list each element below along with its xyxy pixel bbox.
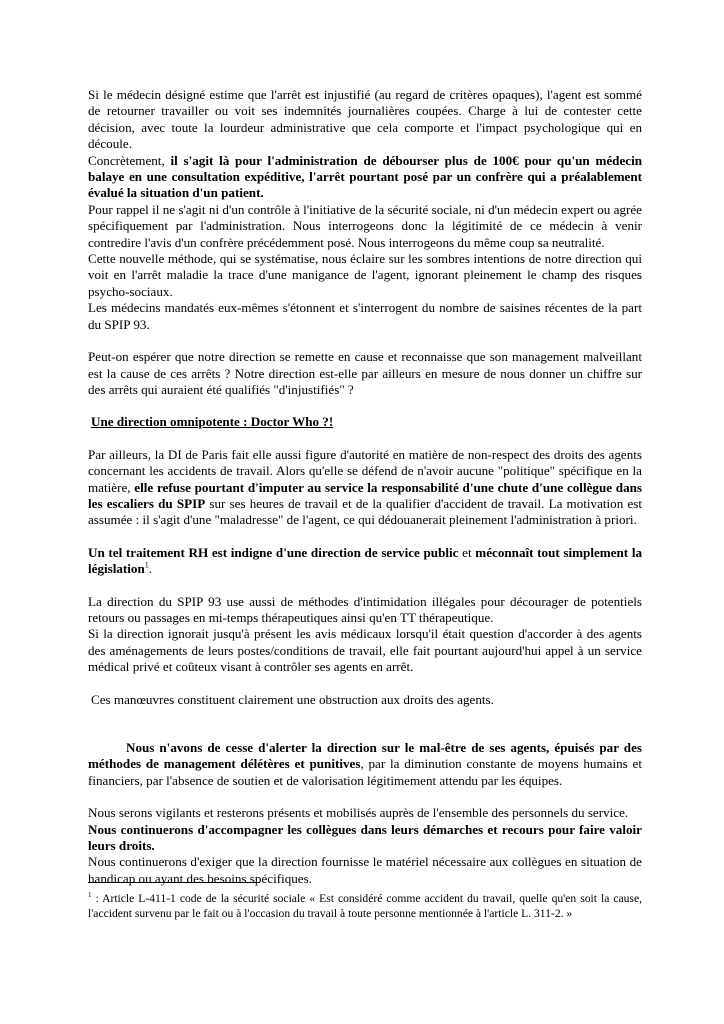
spacer — [88, 398, 642, 414]
paragraph-alerte — [88, 740, 642, 789]
di-paris-bold: elle refuse pourtant d'imputer au service la responsabilité d'une chute d'une collègue dans les escaliers du SPIP — [88, 479, 642, 511]
spacer — [88, 431, 642, 447]
paragraph-concretement — [88, 153, 642, 202]
footnote-ref: 1 — [144, 560, 149, 570]
paragraph-intimidation: La direction du SPIP 93 use aussi de méthodes d'intimidation illégales pour décourager de potentiels retours ou passages en mi-temps thérapeutiques ainsi qu'en TT thérapeutique. — [88, 593, 642, 625]
paragraph-pour-rappel: Pour rappel il ne s'agit ni d'un contrôle à l'initiative de la sécurité sociale, ni d'un médecin expert ou agrée spécifiquement par l'administration. Nous interrogeons donc la légitimité de ce médecin à venir contredire l'avis d'un confrère précédemment posé. Nous interrogeons du même coup sa neutralité. — [88, 201, 642, 250]
paragraph-avis-medicaux: Si la direction ignorait jusqu'à présent les avis médicaux lorsqu'il était question d'accorder à des agents des aménagements de leurs postes/conditions de travail, elle fait pourtant aujourd'hui appel à un service médical privé et coûteux visant à contrôler ses agents en arrêt. — [88, 626, 642, 675]
footnote-number: 1 — [88, 891, 92, 900]
footnote-separator — [88, 882, 260, 883]
spacer — [88, 529, 642, 545]
paragraph-question-direction: Peut-on espérer que notre direction se remette en cause et reconnaisse que son management malveillant est la cause de ces arrêts ? Notre direction est-elle par ailleurs en mesure de nous donner un chiffre sur des arrêts qui auraient été qualifiés "d'injustifiés" ? — [88, 349, 642, 397]
paragraph-accompagner — [88, 822, 642, 855]
traitement-rh-period: . — [148, 561, 153, 577]
paragraph-medecins-mandates: Les médecins mandatés eux-mêmes s'étonnent et s'interrogent du nombre de saisines récentes de la part du SPIP 93. — [88, 300, 642, 332]
accompagner-bold: Nous continuerons d'accompagner les collègues dans leurs démarches et recours pour faire valoir leurs droits. — [88, 821, 642, 854]
spacer — [88, 578, 642, 594]
traitement-rh-bold-1: Un tel traitement RH est indigne d'une direction de service public — [88, 544, 459, 560]
section-title: Une direction omnipotente : Doctor Who ?! — [91, 414, 334, 430]
paragraph-obstruction: Ces manœuvres constituent clairement une obstruction aux droits des agents. — [91, 691, 494, 707]
paragraph-nouvelle-methode: Cette nouvelle méthode, qui se systématise, nous éclaire sur les sombres intentions de notre direction qui voit en l'arrêt maladie la trace d'une manigance de l'agent, ignorant pleinement le champ des risques psycho-sociaux. — [88, 251, 642, 299]
concretement-lead: Concrètement, — [88, 152, 171, 168]
alerte-tail: , par la diminution constante de moyens humains et financiers, par l'absence de soutien et de valorisation légitimement attendu par les équipes. — [88, 756, 642, 788]
traitement-rh-connector: et — [458, 544, 476, 560]
traitement-rh-bold-2: méconnaît tout simplement la législation — [88, 544, 643, 577]
paragraph-arret-injustifie: Si le médecin désigné estime que l'arrêt est injustifié (au regard de critères opaques), l'agent est sommé de retourner travailler ou voit ses indemnités journalières coupées. Charge à lui de contester cette décision, avec toute la lourdeur administrative que cela comporte et l'impact psychologique qui en découle. — [88, 87, 642, 152]
paragraph-traitement-rh — [88, 545, 642, 578]
paragraph-di-paris — [88, 447, 642, 529]
spacer — [88, 676, 642, 692]
paragraph-exiger: Nous continuerons d'exiger que la direction fournisse le matériel nécessaire aux collègues en situation de handicap ou ayant des besoins spécifiques. — [88, 854, 642, 886]
footnote — [88, 892, 642, 921]
concretement-bold: il s'agit là pour l'administration de débourser plus de 100€ pour qu'un médecin balaye en une consultation expéditive, l'arrêt pourtant posé par un confrère qui a préalablement évalué la situation d'un patient. — [88, 152, 642, 201]
footnote-text: : Article L-411-1 code de la sécurité sociale « Est considéré comme accident du travail, quelle qu'en soit la cause, l'accident survenu par le fait ou à l'occasion du travail à toute personne mentionnée à l'article L. 311-2. » — [88, 892, 642, 920]
section-title-wrap — [88, 414, 642, 430]
di-paris-lead: Par ailleurs, la DI de Paris fait elle aussi figure d'autorité en matière de non-respect des droits des agents concernant les accidents de travail. Alors qu'elle se défend de n'avoir aucune "politique" spécifique en la matière, — [88, 446, 642, 495]
spacer — [88, 708, 642, 740]
paragraph-vigilants: Nous serons vigilants et resterons présents et mobilisés auprès de l'ensemble des personnels du service. — [88, 805, 629, 821]
spacer — [88, 789, 642, 805]
alerte-bold: Nous n'avons de cesse d'alerter la direction sur le mal-être de ses agents, épuisés par des méthodes de management délétères et punitives — [88, 740, 642, 772]
di-paris-tail: sur ses heures de travail et de la qualifier d'accident de travail. La motivation est assumée : il s'agit d'une "maladresse" de l'agent, ce qui dédouanerait pleinement l'administration à priori. — [88, 495, 642, 528]
spacer — [88, 333, 642, 349]
